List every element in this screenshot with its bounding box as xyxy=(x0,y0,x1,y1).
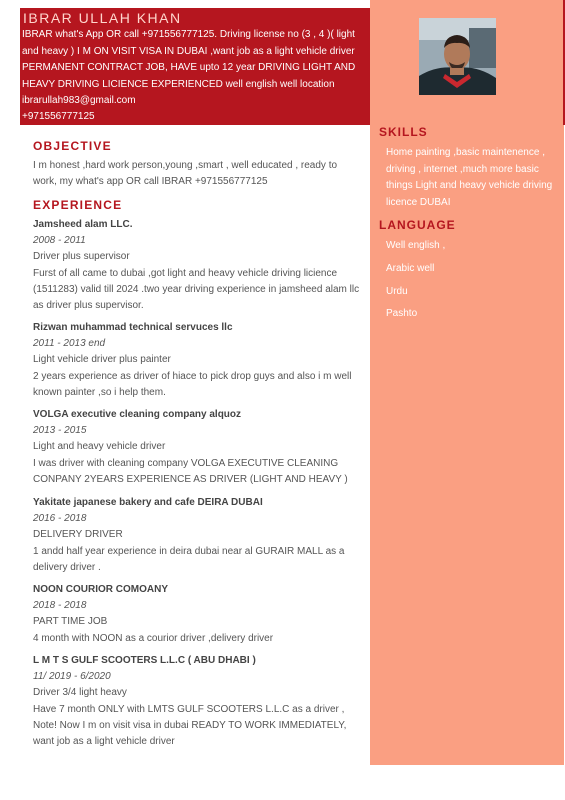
experience-entry xyxy=(33,653,365,750)
skills-text: Home painting ,basic maintenence , driving , internet ,much more basic things Light and heavy vehicle driving licence DUBAI xyxy=(386,147,553,208)
language-item: Arabic well xyxy=(386,263,435,274)
company-name: L M T S GULF SCOOTERS L.L.C ( ABU DHABI ) xyxy=(33,655,256,666)
company-name: Rizwan muhammad technical servuces llc xyxy=(33,322,233,333)
email-address[interactable]: ibrarullah983@gmail.com xyxy=(22,95,136,106)
language-item: Urdu xyxy=(386,286,408,297)
job-role: Driver plus supervisor xyxy=(33,251,130,263)
objective-text: I m honest ,hard work person,young ,smart , well educated , ready to work, my what's app OR call IBRAR +971556777125 xyxy=(33,160,338,188)
job-dates: 2011 - 2013 end xyxy=(33,338,106,350)
job-role: Light and heavy vehicle driver xyxy=(33,441,166,453)
job-description: Have 7 month ONLY with LMTS GULF SCOOTERS L.L.C as a driver , Note! Now I m on visit visa in dubai READY TO WORK IMMEDIATELY, want job as a light vehicle driver xyxy=(33,703,347,748)
sidebar xyxy=(370,0,564,765)
job-dates: 2013 - 2015 xyxy=(33,425,87,437)
job-dates: 2018 - 2018 xyxy=(33,600,87,612)
experience-entry xyxy=(33,320,365,401)
experience-entry xyxy=(33,495,365,576)
language-item: Well english , xyxy=(386,240,446,251)
profile-photo-icon xyxy=(419,18,496,95)
job-dates: 2016 - 2018 xyxy=(33,513,87,525)
job-description: I was driver with cleaning company VOLGA EXECUTIVE CLEANING CONPANY 2YEARS EXPERIENCE AS DRIVER (LIGHT AND HEAVY ) xyxy=(33,457,348,485)
job-role: Light vehicle driver plus painter xyxy=(33,354,171,366)
candidate-name: IBRAR ULLAH KHAN xyxy=(23,10,182,26)
experience-heading: EXPERIENCE xyxy=(33,198,123,212)
experience-entry xyxy=(33,582,365,647)
profile-photo xyxy=(419,18,496,95)
company-name: Jamsheed alam LLC. xyxy=(33,219,133,230)
job-role: Driver 3/4 light heavy xyxy=(33,687,127,699)
experience-entry xyxy=(33,217,365,314)
experience-entry xyxy=(33,407,365,488)
company-name: NOON COURIOR COMOANY xyxy=(33,584,168,595)
job-role: DELIVERY DRIVER xyxy=(33,529,123,541)
job-description: 4 month with NOON as a courior driver ,delivery driver xyxy=(33,632,274,644)
language-item: Pashto xyxy=(386,308,418,319)
job-description: Furst of all came to dubai ,got light and heavy vehicle driving licience (1511283) valid till 2024 .two year driving experience in jamsheed alam llc as driver plus supervisor. xyxy=(33,267,360,312)
header-summary: IBRAR what's App OR call +971556777125. Driving license no (3 , 4 )( light and heavy ) I M ON VISIT VISA IN DUBAI ,want job as a light vehicle driver PERMANENT CONTRACT JOB, HAVE upto 12 year DRIVING LIGHT AND HEAVY DRIVING LICIENCE EXPERIENCED well english well location xyxy=(22,29,356,90)
objective-heading: OBJECTIVE xyxy=(33,139,112,153)
phone-number[interactable]: +971556777125 xyxy=(22,111,95,122)
company-name: VOLGA executive cleaning company alquoz xyxy=(33,409,242,420)
language-heading: LANGUAGE xyxy=(379,218,456,232)
skills-heading: SKILLS xyxy=(379,125,428,139)
company-name: Yakitate japanese bakery and cafe DEIRA DUBAI xyxy=(33,497,263,508)
job-role: PART TIME JOB xyxy=(33,616,108,628)
job-description: 2 years experience as driver of hiace to pick drop guys and also i m well known painter ,so i help them. xyxy=(33,370,352,398)
job-dates: 11/ 2019 - 6/2020 xyxy=(33,671,111,683)
job-description: 1 andd half year experience in deira dubai near al GURAIR MALL as a delivery driver . xyxy=(33,545,345,573)
job-dates: 2008 - 2011 xyxy=(33,235,86,247)
header-banner xyxy=(20,8,370,125)
